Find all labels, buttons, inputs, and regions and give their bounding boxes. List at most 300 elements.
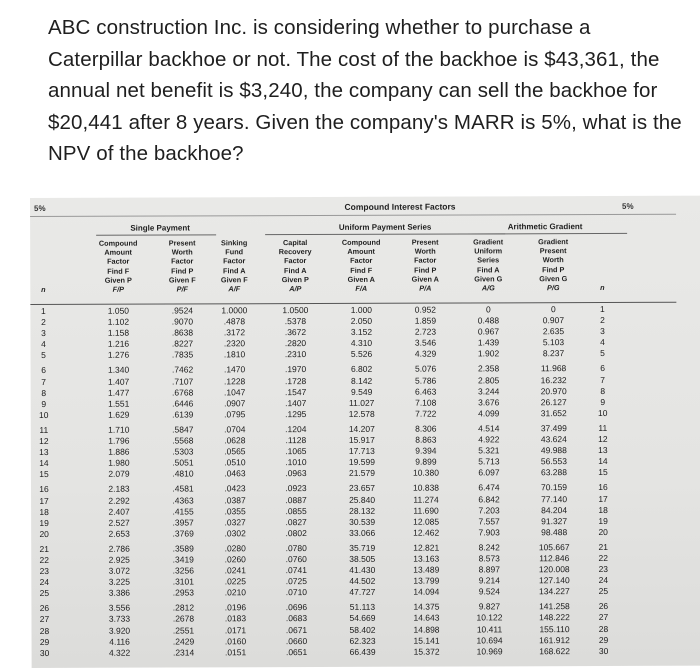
table-cell: 41.430 — [349, 564, 376, 575]
table-cell: 2.805 — [477, 374, 500, 385]
column-header-line: Factor — [223, 256, 246, 266]
table-cell: .9070 — [171, 316, 194, 327]
table-cell: 18 — [598, 504, 608, 515]
column-header-line: Factor — [171, 256, 194, 266]
column-header-line: Find F — [107, 266, 130, 276]
table-cell: 12.085 — [413, 516, 440, 527]
table-cell: .0151 — [224, 646, 247, 658]
table-cell: .1295 — [285, 408, 307, 419]
column-header-line: P/F — [176, 284, 189, 294]
table-cell: .5303 — [172, 446, 194, 457]
column-header-line: Given P — [104, 275, 132, 285]
table-cell: 13 — [598, 445, 608, 456]
column-header-line: Amount — [347, 246, 375, 257]
table-cell: 9.899 — [415, 456, 437, 467]
table-cell: 54.669 — [349, 613, 376, 624]
table-cell: .6446 — [172, 398, 194, 409]
table-cell: 44.502 — [349, 575, 376, 587]
column-ap — [270, 305, 321, 658]
table-cell: .0651 — [285, 646, 308, 657]
column-header-line: Given G — [474, 274, 503, 284]
table-cell: 25 — [39, 588, 50, 599]
table-cell: 10.411 — [476, 623, 503, 634]
table-cell: .0660 — [285, 635, 308, 646]
table-cell: .4581 — [172, 483, 194, 494]
column-header-line: Given F — [168, 275, 196, 285]
table-cell: 16 — [39, 484, 49, 495]
table-cell: .1047 — [224, 386, 246, 397]
column-header-line: n — [600, 283, 605, 293]
table-cell: 7 — [41, 376, 47, 387]
table-cell: 13 — [39, 447, 49, 458]
table-cell: 3.072 — [108, 565, 130, 576]
table-cell: 9.524 — [478, 586, 501, 597]
column-header-line: A/G — [481, 283, 495, 293]
column-fp — [96, 306, 141, 659]
column-header-line: F/A — [355, 283, 368, 293]
table-cell: 6.802 — [350, 364, 373, 375]
table-cell: 13.489 — [413, 564, 440, 575]
column-header-line: Present — [539, 246, 567, 256]
column-header-line — [32, 248, 54, 257]
table-cell: .0780 — [285, 542, 307, 553]
column-header-line: Factor — [284, 256, 307, 266]
column-header-line: Given P — [281, 274, 309, 284]
table-cell: .3672 — [284, 327, 307, 338]
table-cell: 98.488 — [541, 526, 568, 537]
table-cell: 148.222 — [539, 612, 570, 623]
table-cell: .1547 — [285, 386, 307, 397]
table-cell: .7462 — [171, 364, 194, 375]
table-cell: 29 — [39, 636, 50, 647]
table-cell: 1.477 — [108, 387, 130, 398]
table-cell: .4810 — [172, 468, 194, 479]
table-cell: 0.907 — [542, 315, 565, 326]
table-cell: .2820 — [284, 338, 307, 349]
column-header-line: Compound — [98, 238, 138, 248]
table-cell: 1.340 — [107, 365, 130, 376]
table-cell: .2429 — [172, 636, 195, 647]
table-cell: .0171 — [224, 624, 247, 635]
table-cell: 8 — [600, 385, 606, 396]
table-cell: .0963 — [285, 468, 307, 479]
table-cell: 8.897 — [478, 564, 500, 575]
table-cell: 1.0500 — [282, 305, 309, 316]
table-cell: 7.903 — [478, 527, 500, 538]
table-cell: 30 — [598, 645, 609, 656]
table-cell: 9.394 — [415, 445, 437, 456]
table-cell: .0260 — [224, 554, 246, 565]
column-header-line — [592, 274, 612, 283]
table-cell: 77.140 — [541, 493, 568, 504]
table-cell: 91.327 — [541, 515, 568, 526]
table-cell: 4 — [41, 339, 46, 350]
table-cell: 6.463 — [415, 386, 437, 397]
column-header-pa — [401, 238, 449, 293]
column-header-line: P/G — [547, 283, 560, 293]
column-header-line: Amount — [104, 247, 132, 257]
table-cell: 105.667 — [538, 541, 570, 553]
table-cell: 2.358 — [477, 363, 500, 374]
table-cell: 15 — [598, 467, 608, 478]
table-cell: 3.386 — [108, 587, 131, 598]
table-cell: .0671 — [285, 624, 308, 635]
column-header-line: Given F — [220, 275, 248, 285]
table-cell: .1010 — [285, 457, 307, 468]
table-cell: 2.925 — [108, 554, 130, 565]
column-header-line: Find A — [284, 265, 307, 275]
table-cell: 8.242 — [478, 542, 500, 553]
table-cell: .0463 — [224, 468, 246, 479]
table-cell: 27 — [39, 614, 50, 625]
table-cell: .3101 — [172, 576, 194, 587]
table-cell: 30.539 — [349, 516, 376, 527]
table-cell: .2953 — [172, 587, 195, 598]
table-cell: 1.710 — [108, 424, 130, 435]
column-header-line — [32, 257, 54, 266]
table-cell: .9524 — [171, 305, 194, 316]
group-arithmetic-gradient: Arithmetic Gradient — [507, 222, 583, 232]
table-cell: 1.276 — [107, 350, 130, 361]
table-cell: .0355 — [224, 505, 246, 516]
table-cell: 6.474 — [478, 482, 500, 493]
column-n2 — [592, 304, 613, 657]
table-cell: 9 — [41, 398, 47, 409]
column-header-n — [32, 239, 54, 294]
table-cell: 2.050 — [350, 315, 373, 326]
table-cell: 16.232 — [540, 374, 567, 385]
table-cell: .3769 — [172, 528, 194, 539]
table-cell: .0196 — [224, 602, 247, 613]
table-cell: .5847 — [172, 424, 194, 435]
column-header-line: Uniform — [474, 246, 503, 256]
column-header-line — [592, 265, 612, 274]
table-cell: 10.838 — [412, 482, 440, 494]
column-header-line: Series — [477, 255, 500, 265]
table-cell: 38.505 — [349, 553, 376, 564]
table-cell: 2.292 — [108, 495, 130, 506]
column-header-pf — [160, 238, 204, 293]
table-cell: 84.204 — [541, 504, 568, 515]
table-cell: 26.127 — [540, 396, 567, 407]
column-header-line: Worth — [171, 247, 193, 257]
table-cell: 2 — [600, 315, 605, 326]
table-cell: .2812 — [172, 602, 195, 613]
table-cell: .0510 — [224, 457, 246, 468]
table-cell: 1.407 — [107, 376, 130, 387]
table-cell: 12.462 — [413, 527, 440, 538]
column-pa — [401, 305, 450, 658]
column-header-ag — [463, 237, 513, 292]
table-cell: 14 — [39, 458, 49, 469]
column-header-line: Fund — [225, 247, 244, 257]
table-cell: 11.968 — [540, 363, 567, 374]
table-cell: 17 — [39, 495, 49, 506]
table-cell: 1.102 — [107, 316, 130, 327]
column-header-line: Worth — [414, 246, 436, 256]
table-cell: .0741 — [285, 565, 307, 576]
table-cell: 3.676 — [478, 397, 500, 408]
table-cell: 11.690 — [413, 505, 439, 516]
table-cell: 70.159 — [540, 482, 568, 493]
table-cell: 25 — [598, 586, 609, 597]
table-cell: 30 — [39, 647, 50, 658]
table-cell: 1.980 — [108, 457, 130, 468]
table-cell: 1.629 — [108, 409, 130, 420]
table-cell: 4.116 — [109, 636, 130, 647]
table-cell: .1204 — [285, 423, 307, 435]
question-text: ABC construction Inc. is considering whether to purchase a Caterpillar backhoe or not. The cost of the backhoe is $43,361, the annual net benefit is $3,240, the company can sell the backhoe for $20,441 after 8 years. Given the company's MARR is 5%, what is the NPV of the backhoe? — [48, 16, 682, 165]
column-header-line: Find P — [414, 265, 437, 275]
table-cell: 120.008 — [538, 564, 570, 575]
table-cell: .4878 — [223, 316, 246, 327]
column-header-line: Present — [168, 238, 196, 248]
table-cell: .6768 — [172, 387, 194, 398]
column-header-af — [212, 238, 256, 293]
table-cell: .1970 — [284, 364, 307, 375]
table-cell: .0387 — [224, 494, 246, 505]
table-cell: 168.622 — [539, 645, 570, 656]
table-cell: 11 — [598, 422, 608, 433]
table-cell: 3.733 — [108, 614, 131, 625]
table-cell: .0855 — [285, 505, 307, 516]
table-cell: 1.216 — [107, 338, 130, 350]
table-cell: 1.439 — [477, 337, 500, 348]
table-cell: .3419 — [172, 554, 194, 565]
table-cell: .8227 — [171, 338, 194, 349]
column-af — [212, 305, 257, 658]
table-cell: .0628 — [224, 435, 246, 446]
column-header-ap — [270, 238, 320, 293]
table-cell: 3.556 — [108, 602, 131, 614]
table-cell: 7 — [600, 374, 606, 385]
table-cell: 5.713 — [478, 456, 500, 467]
table-cell: 8.142 — [350, 375, 373, 386]
table-cell: 0.488 — [477, 315, 500, 326]
column-header-line: P/A — [419, 283, 432, 293]
table-cell: 6 — [600, 363, 605, 374]
table-cell: 2.183 — [108, 484, 130, 495]
column-header-line: Gradient — [538, 237, 569, 247]
table-cell: 6.842 — [478, 493, 500, 504]
table-cell: 1.050 — [107, 305, 130, 316]
column-header-line — [32, 276, 54, 285]
column-header-pg — [525, 237, 581, 292]
table-cell: .0565 — [224, 446, 246, 457]
table-cell: 23 — [39, 565, 50, 577]
table-cell: 9.549 — [351, 386, 373, 397]
table-cell: 15.917 — [348, 434, 375, 445]
table-cell: 56.553 — [540, 456, 567, 467]
table-cell: 2.079 — [108, 468, 130, 480]
table-cell: 1.796 — [108, 435, 130, 446]
table-cell: 7.722 — [415, 408, 437, 419]
table-cell: .0423 — [224, 483, 246, 494]
table-cell: 28 — [39, 625, 50, 636]
table-cell: 9.827 — [478, 601, 501, 612]
table-cell: .0241 — [224, 565, 246, 576]
table-cell: .4155 — [172, 506, 194, 517]
table-cell: 3.152 — [350, 326, 373, 338]
table-cell: 19 — [598, 515, 608, 526]
table-cell: .1128 — [285, 435, 307, 446]
table-cell: .1728 — [284, 375, 307, 386]
table-cell: 2.527 — [108, 517, 130, 528]
rate-left: 5% — [34, 203, 46, 213]
interest-factor-table — [30, 196, 700, 668]
table-cell: .0225 — [224, 576, 246, 587]
table-cell: 24 — [598, 575, 609, 586]
table-cell: 15.141 — [413, 635, 440, 646]
table-cell: 9 — [600, 396, 606, 407]
table-cell: 4.322 — [108, 647, 131, 658]
column-header-line: Worth — [542, 255, 564, 265]
table-cell: .1810 — [223, 349, 246, 360]
table-cell: 27 — [598, 612, 609, 623]
table-cell: .0210 — [224, 587, 247, 598]
table-cell: 43.624 — [540, 434, 567, 445]
column-header-n2 — [592, 237, 612, 292]
table-cell: 141.258 — [539, 601, 570, 612]
table-cell: 18 — [39, 506, 49, 517]
table-cell: .2310 — [284, 349, 307, 360]
table-cell: .4363 — [172, 494, 194, 506]
table-cell: 11.274 — [413, 494, 439, 505]
table-cell: 13.163 — [413, 553, 440, 564]
column-header-line: n — [41, 284, 46, 294]
table-cell: 17.713 — [348, 445, 375, 457]
table-cell: 3.546 — [414, 337, 437, 348]
table-cell: .3256 — [172, 565, 194, 576]
table-cell: 5 — [41, 350, 46, 361]
table-cell: .1228 — [223, 375, 246, 386]
table-cell: .2551 — [172, 624, 195, 636]
table-cell: .0802 — [285, 527, 307, 538]
table-cell: 9.214 — [478, 575, 500, 586]
table-title: Compound Interest Factors — [344, 201, 456, 212]
table-cell: 58.402 — [349, 624, 376, 635]
table-cell: 127.140 — [538, 575, 570, 586]
table-cell: .0827 — [285, 516, 307, 527]
table-cell: 5.321 — [478, 445, 500, 456]
table-cell: 1.158 — [107, 327, 130, 338]
table-cell: 0 — [550, 304, 556, 315]
table-cell: 12.578 — [348, 408, 375, 419]
table-cell: .0302 — [224, 528, 246, 539]
table-cell: 4.514 — [478, 423, 500, 434]
table-cell: 1.902 — [477, 348, 500, 359]
table-cell: 24 — [39, 577, 50, 588]
table-cell: 5.526 — [350, 349, 373, 360]
table-cell: 14.375 — [413, 601, 440, 613]
table-cell: 2.635 — [542, 326, 565, 337]
table-cell: 10.122 — [476, 612, 503, 623]
table-cell: 8 — [41, 387, 47, 398]
table-cell: 19.599 — [348, 457, 375, 468]
table-cell: 8.573 — [478, 553, 500, 564]
table-cell: 161.912 — [539, 634, 570, 645]
table-cell: 14 — [598, 456, 608, 467]
table-cell: 3 — [41, 328, 46, 339]
table-cell: 14.207 — [348, 423, 375, 434]
table-cell: 47.727 — [349, 587, 376, 598]
table-cell: .6139 — [172, 409, 194, 420]
table-cell: 15.372 — [413, 646, 440, 657]
table-cell: 19 — [39, 517, 49, 528]
table-cell: 1 — [41, 305, 46, 316]
table-cell: 1.000 — [350, 304, 373, 315]
table-cell: 14.094 — [413, 586, 440, 597]
table-cell: .8638 — [171, 327, 194, 338]
table-cell: 2 — [41, 317, 46, 328]
table-cell: .5568 — [172, 435, 194, 446]
table-cell: 26 — [598, 601, 609, 612]
table-cell: .3589 — [172, 543, 194, 554]
table-cell: 37.499 — [540, 423, 567, 434]
table-cell: 16 — [598, 482, 608, 493]
column-header-line — [32, 239, 54, 248]
table-cell: 63.288 — [540, 467, 567, 478]
table-cell: 51.113 — [349, 602, 376, 613]
column-header-line: Capital — [282, 238, 308, 248]
table-cell: 7.108 — [415, 397, 437, 408]
column-header-line: Given G — [539, 273, 568, 284]
table-cell: 25.840 — [349, 494, 376, 505]
table-cell: .7107 — [171, 375, 194, 387]
column-header-line: Factor — [107, 257, 130, 267]
table-cell: 1.859 — [414, 315, 437, 326]
table-cell: 0.952 — [414, 304, 437, 315]
column-fa — [336, 305, 387, 658]
column-header-line: Recovery — [278, 247, 312, 257]
table-cell: 4.922 — [478, 434, 500, 445]
table-cell: .5051 — [172, 457, 194, 468]
table-cell: 49.988 — [540, 445, 567, 456]
column-header-line: Given A — [411, 274, 439, 284]
table-cell: 2.786 — [108, 543, 130, 554]
table-cell: 3.920 — [108, 625, 131, 636]
table-cell: 1.886 — [108, 446, 130, 457]
table-cell: 112.846 — [539, 553, 570, 564]
column-header-line — [592, 246, 612, 255]
table-cell: 3 — [600, 326, 605, 337]
column-header-line: Find F — [350, 265, 373, 275]
table-cell: 28.132 — [349, 505, 376, 516]
table-cell: 10 — [598, 407, 608, 418]
table-cell: 2.653 — [108, 528, 130, 539]
table-cell: 1.551 — [108, 398, 130, 409]
table-cell: 8.863 — [415, 434, 437, 445]
column-header-line: Present — [411, 237, 439, 247]
table-cell: 8.306 — [415, 423, 437, 434]
column-header-fp — [96, 239, 140, 294]
table-cell: .0907 — [224, 397, 246, 409]
table-cell: 12 — [598, 434, 608, 445]
column-header-line — [592, 255, 612, 264]
column-header-line — [32, 267, 54, 276]
table-cell: .0280 — [224, 543, 246, 554]
table-cell: 4.310 — [350, 338, 373, 349]
table-cell: .0887 — [285, 494, 307, 505]
column-header-fa — [336, 238, 386, 293]
table-cell: .0710 — [285, 587, 308, 598]
table-cell: 2.723 — [414, 326, 437, 337]
table-cell: 14.643 — [413, 613, 440, 624]
table-cell: 13.799 — [413, 575, 440, 586]
table-cell: 26 — [39, 603, 50, 614]
table-cell: .1407 — [285, 397, 307, 408]
rate-right: 5% — [622, 201, 634, 211]
